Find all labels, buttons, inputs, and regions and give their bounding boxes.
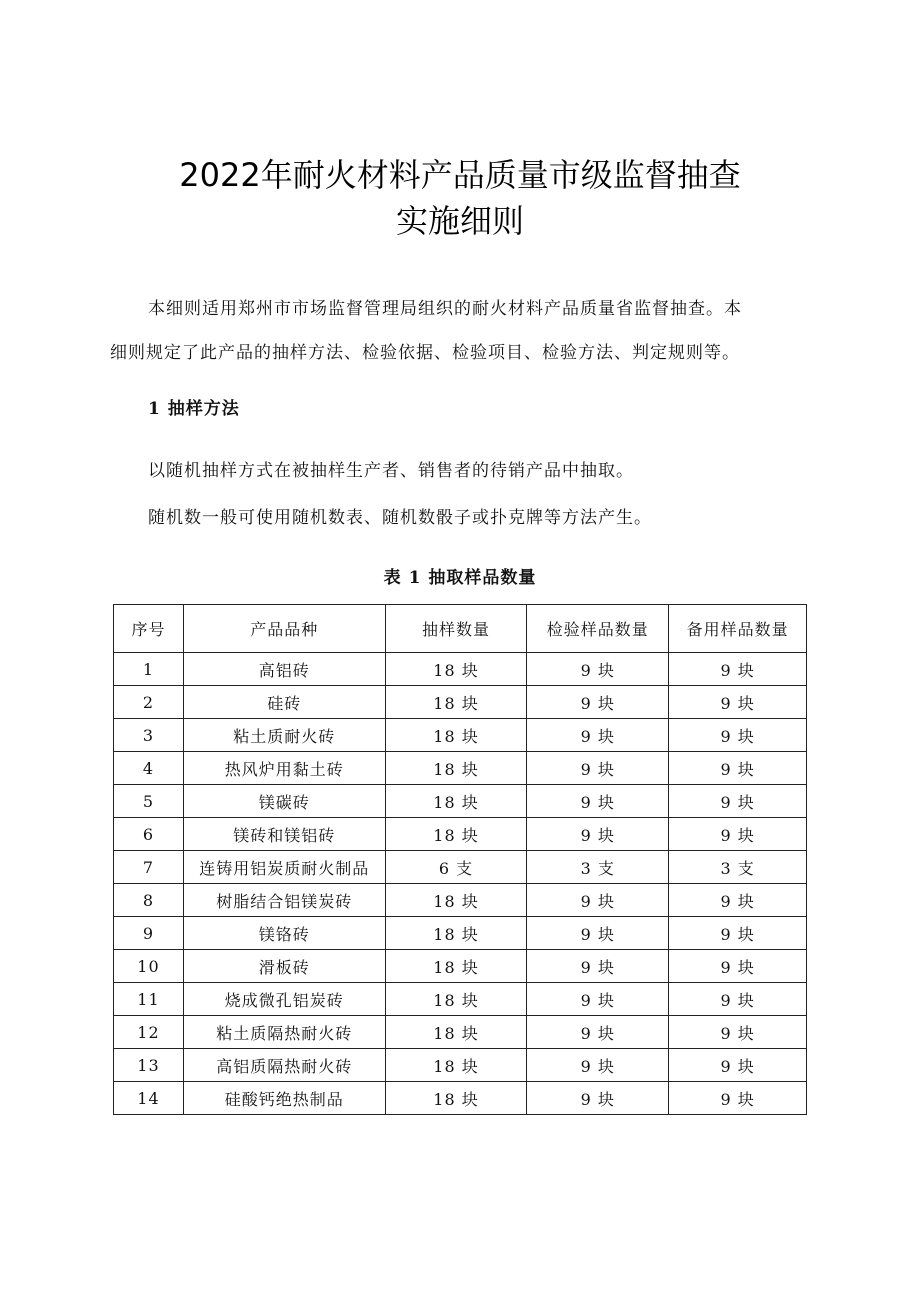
cell-sample-qty: 18 块 [385, 686, 527, 719]
cell-sample-qty: 18 块 [385, 917, 527, 950]
cell-index: 5 [114, 785, 184, 818]
sampling-paragraph-2: 随机数一般可使用随机数表、随机数骰子或扑克牌等方法产生。 [148, 508, 652, 528]
cell-sample-qty: 18 块 [385, 785, 527, 818]
cell-sample-qty: 6 支 [385, 851, 527, 884]
cell-product: 滑板砖 [183, 950, 385, 983]
cell-test-qty: 9 块 [527, 1049, 669, 1082]
cell-sample-qty: 18 块 [385, 884, 527, 917]
cell-spare-qty: 9 块 [669, 653, 807, 686]
cell-product: 烧成微孔铝炭砖 [183, 983, 385, 1016]
cell-sample-qty: 18 块 [385, 752, 527, 785]
cell-sample-qty: 18 块 [385, 719, 527, 752]
cell-index: 7 [114, 851, 184, 884]
table-row [114, 983, 807, 1016]
cell-product: 硅砖 [183, 686, 385, 719]
cell-product: 高铝砖 [183, 653, 385, 686]
cell-spare-qty: 9 块 [669, 1082, 807, 1115]
cell-index: 13 [114, 1049, 184, 1082]
cell-sample-qty: 18 块 [385, 983, 527, 1016]
intro-paragraph-line2: 细则规定了此产品的抽样方法、检验依据、检验项目、检验方法、判定规则等。 [110, 343, 740, 363]
cell-test-qty: 9 块 [527, 1082, 669, 1115]
cell-spare-qty: 9 块 [669, 917, 807, 950]
cell-index: 12 [114, 1016, 184, 1049]
cell-spare-qty: 9 块 [669, 1049, 807, 1082]
cell-test-qty: 3 支 [527, 851, 669, 884]
cell-product: 镁碳砖 [183, 785, 385, 818]
cell-test-qty: 9 块 [527, 884, 669, 917]
cell-test-qty: 9 块 [527, 719, 669, 752]
section-heading-sampling: 1 抽样方法 [148, 399, 240, 419]
header-index: 序号 [114, 605, 184, 653]
cell-index: 11 [114, 983, 184, 1016]
cell-sample-qty: 18 块 [385, 1016, 527, 1049]
cell-sample-qty: 18 块 [385, 950, 527, 983]
table-row [114, 785, 807, 818]
table-row [114, 884, 807, 917]
cell-test-qty: 9 块 [527, 983, 669, 1016]
cell-spare-qty: 9 块 [669, 884, 807, 917]
cell-spare-qty: 9 块 [669, 785, 807, 818]
cell-sample-qty: 18 块 [385, 653, 527, 686]
cell-spare-qty: 9 块 [669, 686, 807, 719]
cell-index: 8 [114, 884, 184, 917]
document-title-line1: 2022年耐火材料产品质量市级监督抽查 [179, 156, 741, 194]
cell-sample-qty: 18 块 [385, 1049, 527, 1082]
table-row [114, 1049, 807, 1082]
cell-product: 硅酸钙绝热制品 [183, 1082, 385, 1115]
header-product: 产品品种 [183, 605, 385, 653]
cell-test-qty: 9 块 [527, 917, 669, 950]
cell-index: 10 [114, 950, 184, 983]
cell-test-qty: 9 块 [527, 785, 669, 818]
cell-test-qty: 9 块 [527, 818, 669, 851]
cell-product: 镁砖和镁铝砖 [183, 818, 385, 851]
cell-index: 14 [114, 1082, 184, 1115]
cell-product: 粘土质耐火砖 [183, 719, 385, 752]
cell-spare-qty: 9 块 [669, 818, 807, 851]
cell-index: 9 [114, 917, 184, 950]
cell-index: 1 [114, 653, 184, 686]
table-row [114, 1016, 807, 1049]
cell-product: 树脂结合铝镁炭砖 [183, 884, 385, 917]
table-row [114, 719, 807, 752]
cell-spare-qty: 9 块 [669, 752, 807, 785]
cell-test-qty: 9 块 [527, 1016, 669, 1049]
cell-product: 镁铬砖 [183, 917, 385, 950]
table-row [114, 1082, 807, 1115]
cell-test-qty: 9 块 [527, 653, 669, 686]
table-header-row [114, 605, 807, 653]
cell-product: 连铸用铝炭质耐火制品 [183, 851, 385, 884]
cell-product: 粘土质隔热耐火砖 [183, 1016, 385, 1049]
cell-index: 3 [114, 719, 184, 752]
cell-index: 6 [114, 818, 184, 851]
table-row [114, 653, 807, 686]
sample-quantity-table [113, 604, 807, 1115]
table-row [114, 818, 807, 851]
header-spare-qty: 备用样品数量 [669, 605, 807, 653]
table-row [114, 752, 807, 785]
cell-index: 2 [114, 686, 184, 719]
cell-spare-qty: 9 块 [669, 950, 807, 983]
sampling-paragraph-1: 以随机抽样方式在被抽样生产者、销售者的待销产品中抽取。 [148, 461, 634, 481]
table-body [114, 653, 807, 1115]
cell-product: 热风炉用黏土砖 [183, 752, 385, 785]
cell-spare-qty: 3 支 [669, 851, 807, 884]
cell-spare-qty: 9 块 [669, 983, 807, 1016]
table-row [114, 950, 807, 983]
cell-sample-qty: 18 块 [385, 1082, 527, 1115]
cell-test-qty: 9 块 [527, 950, 669, 983]
cell-product: 高铝质隔热耐火砖 [183, 1049, 385, 1082]
cell-test-qty: 9 块 [527, 686, 669, 719]
table-row [114, 917, 807, 950]
cell-test-qty: 9 块 [527, 752, 669, 785]
cell-index: 4 [114, 752, 184, 785]
cell-spare-qty: 9 块 [669, 1016, 807, 1049]
table-row [114, 686, 807, 719]
cell-spare-qty: 9 块 [669, 719, 807, 752]
header-sample-qty: 抽样数量 [385, 605, 527, 653]
table-caption: 表 1 抽取样品数量 [383, 568, 537, 588]
intro-paragraph-line1: 本细则适用郑州市市场监督管理局组织的耐火材料产品质量省监督抽查。本 [148, 299, 742, 319]
cell-sample-qty: 18 块 [385, 818, 527, 851]
table-row [114, 851, 807, 884]
header-test-qty: 检验样品数量 [527, 605, 669, 653]
document-title-line2: 实施细则 [395, 202, 524, 240]
